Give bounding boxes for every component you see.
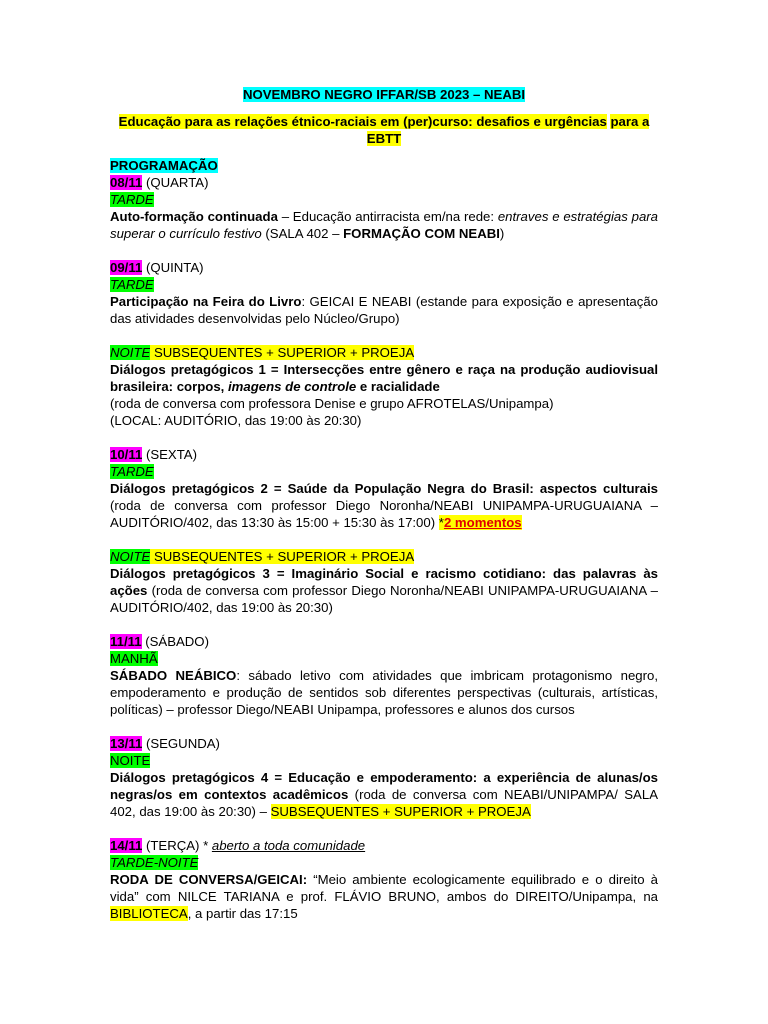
open-to-community-note: aberto a toda comunidade — [211, 838, 366, 853]
groups-badge: SUBSEQUENTES + SUPERIOR + PROEJA — [270, 804, 531, 819]
day-1311 — [110, 735, 658, 820]
event-description: Diálogos pretagógicos 4 = Educação e empoderamento: a experiência de alunas/os negras/os em contextos acadêmicos (roda de conversa com NEABI/UNIPAMPA/ SALA 402, das 19:00 às 20:30) – SUBSEQUENTES + SUPERIOR + PROEJA — [110, 770, 658, 819]
date-badge: 09/11 — [110, 260, 143, 275]
date-badge: 13/11 — [110, 736, 143, 751]
period-badge: NOITE — [110, 345, 151, 360]
weekday: (QUARTA) — [142, 175, 209, 190]
night-session-header — [110, 548, 658, 565]
groups-badge: SUBSEQUENTES + SUPERIOR + PROEJA — [150, 549, 415, 564]
weekday: (TERÇA) * — [142, 838, 212, 853]
event-description: Diálogos pretagógicos 1 = Intersecções entre gênero e raça na produção audiovisual brasileira: corpos, imagens de controle e racialidade — [110, 362, 658, 394]
period-badge: NOITE — [110, 753, 151, 768]
period-badge: TARDE — [110, 192, 154, 207]
event-description: SÁBADO NEÁBICO: sábado letivo com atividades que imbricam protagonismo negro, empoderamento e produção de sentidos sob diferentes perspectivas (culturais, artísticas, políticas) – professor Diego/NEABI Unipampa, professores e alunos dos cursos — [110, 668, 659, 717]
date-badge: 10/11 — [110, 447, 143, 462]
period-badge: TARDE-NOITE — [110, 855, 199, 870]
weekday: (SÁBADO) — [141, 634, 209, 649]
document-page — [110, 86, 658, 922]
event-description: Participação na Feira do Livro: GEICAI E NEABI (estande para exposição e apresentação das atividades desenvolvidas pelo Núcleo/Grupo) — [110, 294, 658, 326]
programacao-label: PROGRAMAÇÃO — [110, 158, 218, 173]
event-description: Diálogos pretagógicos 3 = Imaginário Social e racismo cotidiano: das palavras às ações (roda de conversa com professor Diego Noronha/NEABI UNIPAMPA-URUGUAIANA – AUDITÓRIO/402, das 19:00 às 20:30) — [110, 566, 658, 615]
title-text: NOVEMBRO NEGRO IFFAR/SB 2023 – NEABI — [242, 87, 526, 102]
event-description: RODA DE CONVERSA/GEICAI: “Meio ambiente ecologicamente equilibrado e o direito à vida” com NILCE TARIANA e prof. FLÁVIO BRUNO, ambos do DIREITO/Unipampa, na BIBLIOTECA, a partir das 17:15 — [110, 872, 658, 921]
weekday: (SEGUNDA) — [142, 736, 220, 751]
event-description: Auto-formação continuada – Educação antirracista em/na rede: entraves e estratégias para superar o currículo festivo (SALA 402 – FORMAÇÃO COM NEABI) — [110, 209, 659, 241]
period-badge: MANHÃ — [110, 651, 158, 666]
programacao-heading — [110, 157, 658, 174]
weekday: (SEXTA) — [142, 447, 197, 462]
event-location: (LOCAL: AUDITÓRIO, das 19:00 às 20:30) — [110, 413, 362, 428]
date-badge: 08/11 — [110, 175, 143, 190]
night-session-header — [110, 344, 658, 361]
day-0811 — [110, 174, 658, 242]
period-badge: NOITE — [110, 549, 151, 564]
event-detail: (roda de conversa com professora Denise e grupo AFROTELAS/Unipampa) — [110, 396, 554, 411]
date-badge: 14/11 — [110, 838, 143, 853]
period-badge: TARDE — [110, 464, 154, 479]
date-badge: 11/11 — [110, 634, 142, 649]
day-1111 — [110, 633, 658, 718]
weekday: (QUINTA) — [142, 260, 204, 275]
day-0911 — [110, 259, 658, 429]
moments-note: 2 momentos — [443, 515, 522, 530]
period-badge: TARDE — [110, 277, 154, 292]
groups-badge: SUBSEQUENTES + SUPERIOR + PROEJA — [150, 345, 415, 360]
event-description: Diálogos pretagógicos 2 = Saúde da População Negra do Brasil: aspectos culturais (roda de conversa com professor Diego Noronha/NEABI UNIPAMPA-URUGUAIANA – AUDITÓRIO/402, das 13:30 às 15:00 + 15:30 às 17:00) *2 momentos — [110, 481, 658, 530]
day-1411 — [110, 837, 658, 922]
subtitle-text-end: para a EBTT — [366, 114, 650, 146]
place-badge: BIBLIOTECA — [110, 906, 188, 921]
day-1011 — [110, 446, 658, 616]
subtitle-text: Educação para as relações étnico-raciais em (per)curso: desafios e urgências — [118, 114, 607, 129]
document-title — [110, 86, 658, 103]
document-subtitle — [110, 113, 658, 147]
